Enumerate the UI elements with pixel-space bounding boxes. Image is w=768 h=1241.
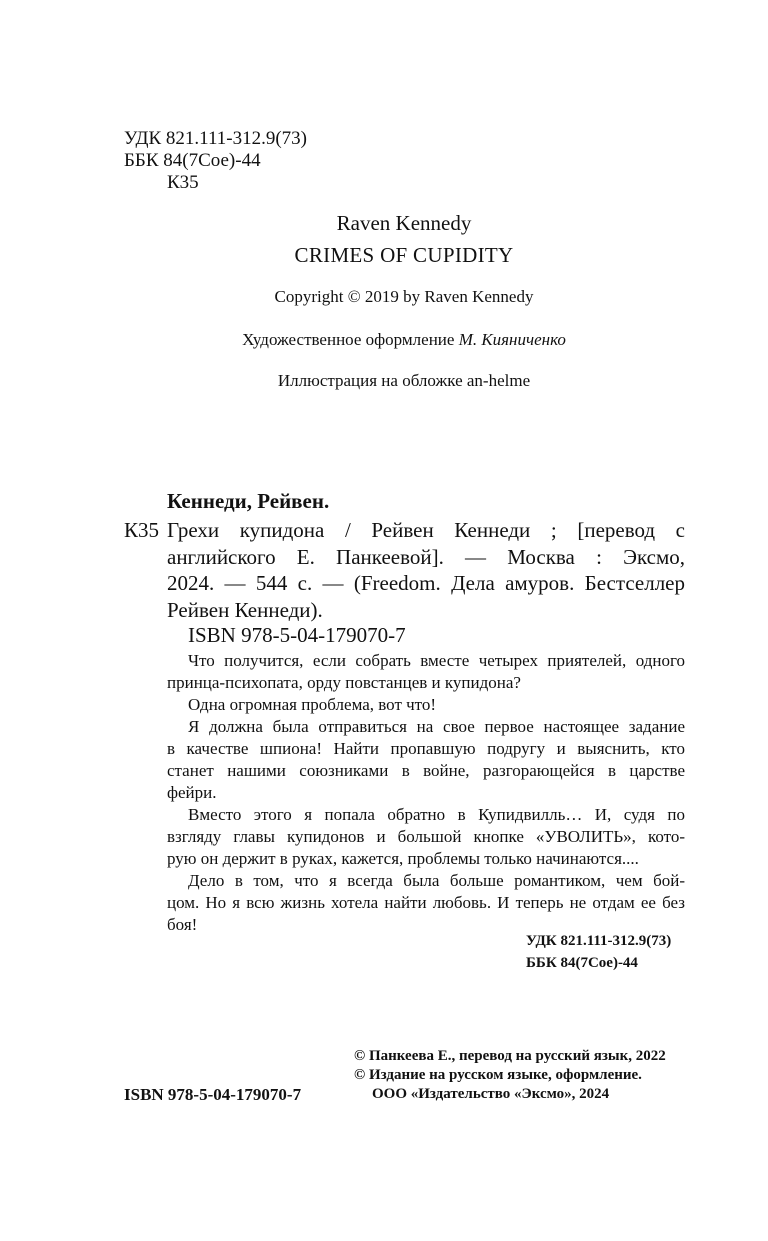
copyright-edition: © Издание на русском языке, оформление. — [354, 1067, 642, 1083]
annotation-line: Что получится, если собрать вместе четырех приятелей, одного — [188, 651, 685, 670]
bibliography-line: английского Е. Панкеевой]. — Москва : Эксмо, — [167, 544, 685, 569]
copyright-translation: © Панкеева Е., перевод на русский язык, 2022 — [354, 1048, 666, 1064]
copyright-publisher: ООО «Издательство «Эксмо», 2024 — [372, 1086, 610, 1102]
annotation-line: боя! — [167, 915, 198, 934]
annotation-line: Дело в том, что я всегда была больше романтиком, чем бой- — [188, 871, 685, 890]
bibliography-line: 2024. — 544 с. — (Freedom. Дела амуров. Бестселлер — [167, 571, 685, 595]
bibliography-line: Рейвен Кеннеди). — [167, 597, 323, 622]
bibliography-isbn: ISBN 978-5-04-179070-7 — [188, 623, 406, 647]
annotation-line: Вместо этого я попала обратно в Купидвилль… И, судя по — [188, 805, 685, 824]
annotation-line: взгляду главы купидонов и большой кнопке «УВОЛИТЬ», кото- — [167, 827, 685, 846]
annotation-line: Одна огромная проблема, вот что! — [188, 695, 437, 714]
annotation — [167, 650, 685, 936]
annotation-line: принца-психопата, орду повстанцев и купидона? — [167, 673, 521, 692]
bibliography-description — [167, 517, 685, 623]
design-credit-label: Художественное оформление — [242, 330, 459, 349]
udk-code-top: УДК 821.111-312.9(73) — [124, 128, 307, 149]
design-credit-name: М. Кияниченко — [458, 330, 566, 349]
annotation-line: станет нашими союзниками в войне, разгорающейся в царстве — [167, 761, 685, 780]
annotation-line: фейри. — [167, 783, 217, 802]
bibliography-line: Грехи купидона / Рейвен Кеннеди ; [перевод с — [167, 518, 685, 542]
author-mark-top: К35 — [167, 172, 199, 193]
annotation-line: цом. Но я всю жизнь хотела найти любовь. И теперь не отдам ее без — [167, 893, 685, 912]
bibliography-code: К35 — [124, 518, 160, 542]
design-credit — [164, 329, 644, 351]
annotation-line: Я должна была отправиться на свое первое настоящее задание — [188, 717, 685, 736]
bbk-code-bottom: ББК 84(7Сое)-44 — [526, 955, 638, 971]
bbk-code-top: ББК 84(7Сое)-44 — [124, 150, 261, 171]
annotation-line: в качестве шпиона! Найти пропавшую подругу и выяснить, кто — [167, 739, 685, 758]
bibliography-heading: Кеннеди, Рейвен. — [167, 489, 330, 513]
isbn-bottom: ISBN 978-5-04-179070-7 — [124, 1085, 302, 1104]
udk-code-bottom: УДК 821.111-312.9(73) — [526, 933, 672, 949]
original-title: CRIMES OF CUPIDITY — [294, 243, 514, 267]
illustration-credit: Иллюстрация на обложке an-helme — [277, 371, 531, 390]
original-copyright: Copyright © 2019 by Raven Kennedy — [274, 287, 534, 306]
original-author: Raven Kennedy — [336, 211, 472, 235]
annotation-line: рую он держит в руках, кажется, проблемы только начинаются.... — [167, 849, 639, 868]
